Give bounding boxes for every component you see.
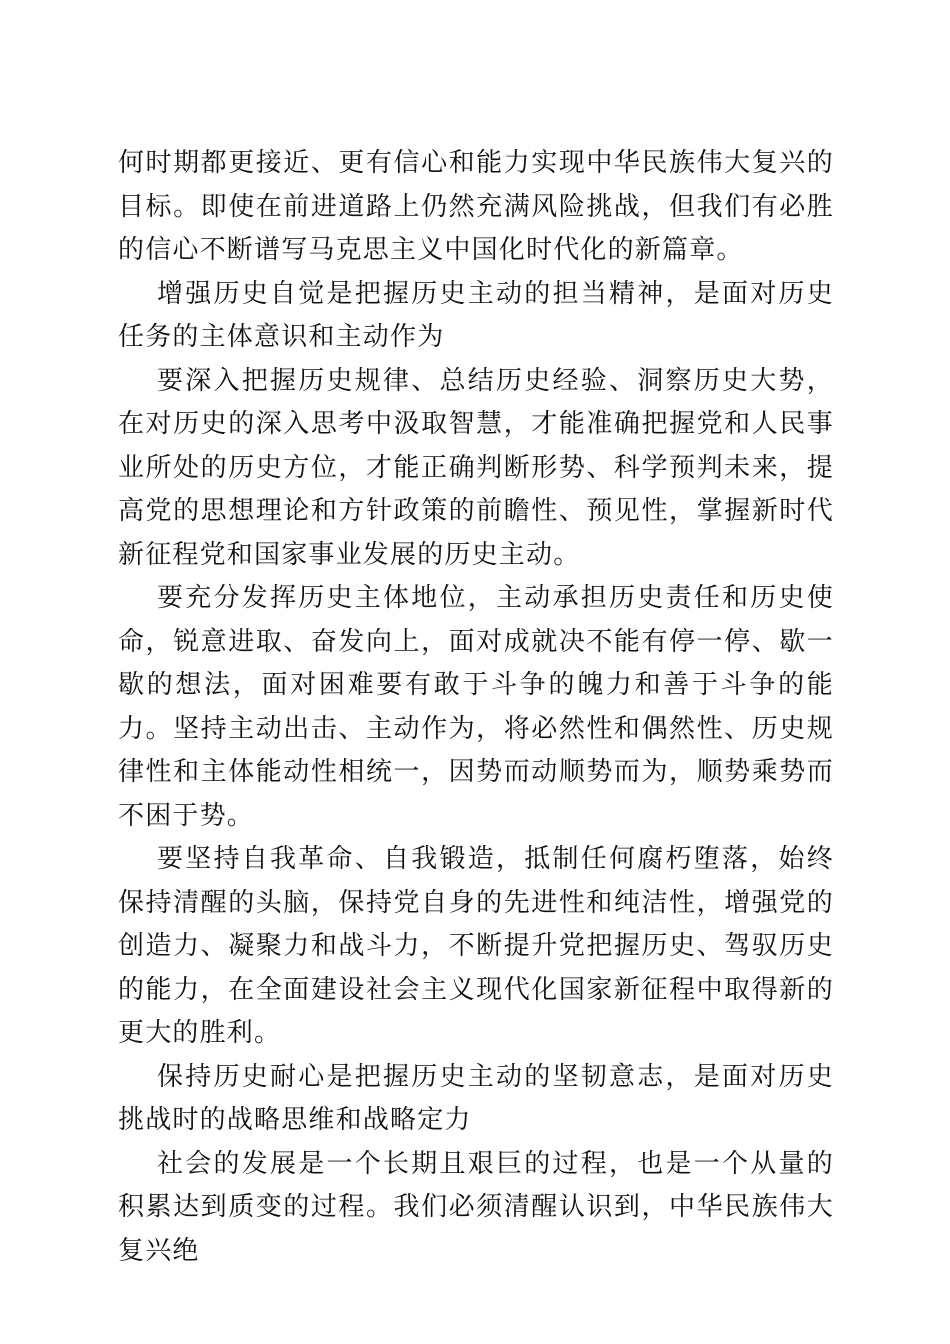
paragraph-self-revolution: 要坚持自我革命、自我锻造，抵制任何腐朽堕落，始终保持清醒的头脑，保持党自身的先进性和纯洁性，增强党的创造力、凝聚力和战斗力，不断提升党把握历史、驾驭历史的能力，在全面建设社会主义现代化国家新征程中取得新的更大的胜利。	[118, 844, 834, 1048]
paragraph-continued: 何时期都更接近、更有信心和能力实现中华民族伟大复兴的目标。即使在前进道路上仍然充满风险挑战，但我们有必胜的信心不断谱写马克思主义中国化时代化的新篇章。	[118, 148, 834, 265]
heading-paragraph-historical-consciousness: 增强历史自觉是把握历史主动的担当精神，是面对历史任务的主体意识和主动作为	[118, 278, 834, 352]
document-body	[118, 142, 834, 1273]
paragraph-social-development: 社会的发展是一个长期且艰巨的过程，也是一个从量的积累达到质变的过程。我们必须清醒认识到，中华民族伟大复兴绝	[118, 1148, 834, 1266]
heading-paragraph-historical-patience: 保持历史耐心是把握历史主动的坚韧意志，是面对历史挑战时的战略思维和战略定力	[118, 1061, 834, 1135]
paragraph-historical-subject: 要充分发挥历史主体地位，主动承担历史责任和历史使命，锐意进取、奋发向上，面对成就决不能有停一停、歇一歇的想法，面对困难要有敢于斗争的魄力和善于斗争的能力。坚持主动出击、主动作为，将必然性和偶然性、历史规律性和主体能动性相统一，因势而动顺势而为，顺势乘势而不困于势。	[118, 583, 834, 831]
paragraph-historical-laws: 要深入把握历史规律、总结历史经验、洞察历史大势，在对历史的深入思考中汲取智慧，才能准确把握党和人民事业所处的历史方位，才能正确判断形势、科学预判未来，提高党的思想理论和方针政策的前瞻性、预见性，掌握新时代新征程党和国家事业发展的历史主动。	[118, 365, 834, 570]
